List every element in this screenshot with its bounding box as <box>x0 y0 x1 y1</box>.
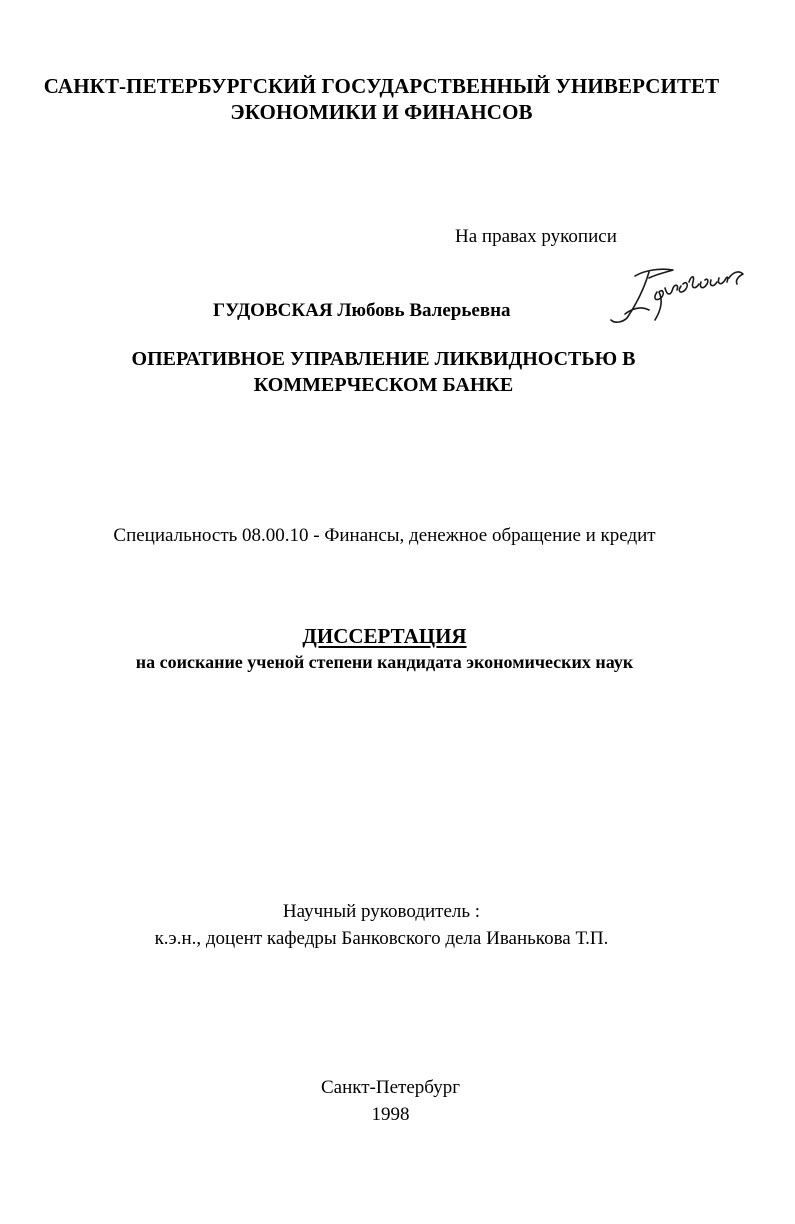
year: 1998 <box>371 1104 410 1125</box>
city: Санкт-Петербург <box>320 1077 460 1098</box>
manuscript-rights-note: На правах рукописи <box>455 226 617 247</box>
author-given-names: Любовь Валерьевна <box>337 300 511 321</box>
supervisor-details: к.э.н., доцент кафедры Банковского дела Иванькова Т.П. <box>154 928 609 949</box>
thesis-title-line2: КОММЕРЧЕСКОМ БАНКЕ <box>253 374 514 396</box>
specialty-line: Специальность 08.00.10 - Финансы, денежное обращение и кредит <box>113 525 656 546</box>
university-name-line1: САНКТ-ПЕТЕРБУРГСКИЙ ГОСУДАРСТВЕННЫЙ УНИВЕРСИТЕТ <box>43 74 720 98</box>
author-surname: ГУДОВСКАЯ <box>213 300 333 321</box>
degree-line: на соискание ученой степени кандидата экономических наук <box>135 652 634 672</box>
supervisor-label: Научный руководитель : <box>282 901 481 922</box>
author-name <box>213 300 511 322</box>
thesis-title-line1: ОПЕРАТИВНОЕ УПРАВЛЕНИЕ ЛИКВИДНОСТЬЮ В <box>131 348 636 370</box>
author-signature <box>605 258 755 328</box>
university-name-line2: ЭКОНОМИКИ И ФИНАНСОВ <box>230 100 533 124</box>
document-type-label: ДИССЕРТАЦИЯ <box>302 624 467 648</box>
